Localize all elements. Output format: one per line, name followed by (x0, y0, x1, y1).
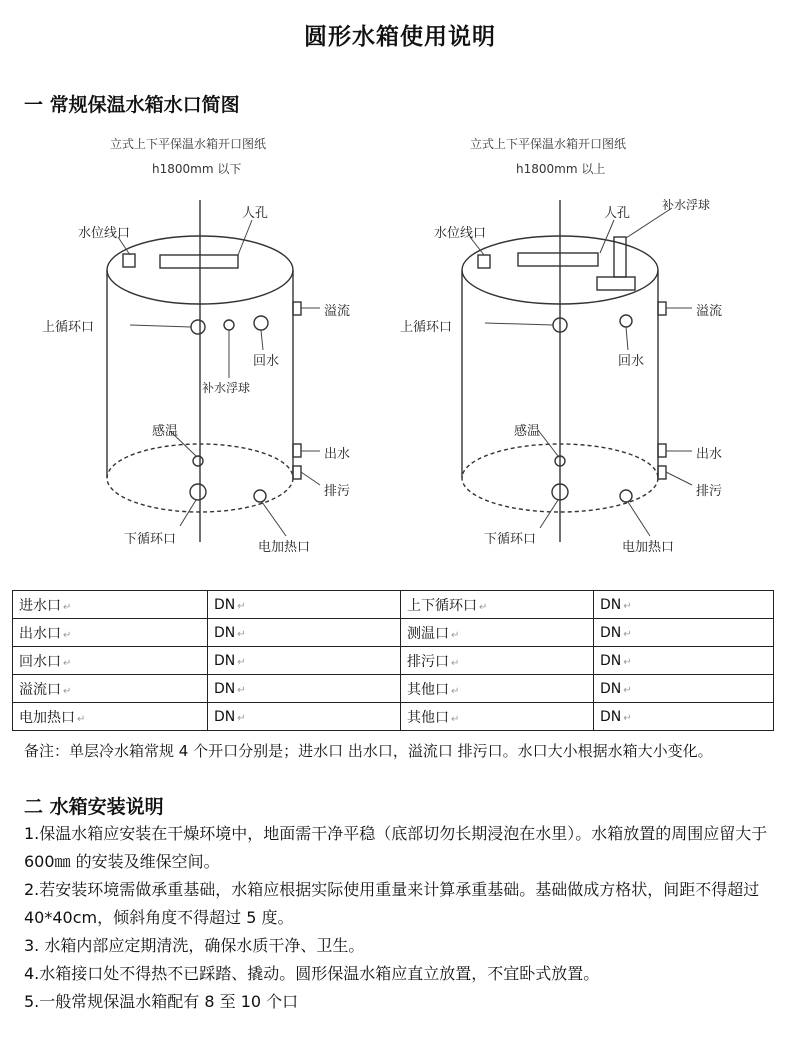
table-row (13, 647, 774, 675)
label-lower-circulation: 下循环口 (484, 532, 537, 547)
label-return: 回水 (253, 354, 280, 369)
page-title: 圆形水箱使用说明 (304, 24, 496, 50)
instruction-item: 5.一般常规保温水箱配有 8 至 10 个口 (24, 992, 299, 1011)
instruction-item: 4.水箱接口处不得热不已踩踏、撬动。圆形保温水箱应直立放置，不宜卧式放置。 (24, 964, 600, 983)
label-outlet: 出水 (696, 447, 723, 462)
port-name: 上下循环口 ↵ (401, 591, 594, 619)
tank-diagram-above-1800 (400, 130, 790, 570)
section-title-installation: 二 水箱安装说明 (24, 796, 164, 818)
port-name: 溢流口 ↵ (13, 675, 208, 703)
port-name: 电加热口 ↵ (13, 703, 208, 731)
label-upper-circulation: 上循环口 (42, 320, 95, 335)
port-size: DN ↵ (594, 703, 774, 731)
port-name: 出水口 ↵ (13, 619, 208, 647)
table-note: 备注：单层冷水箱常规 4 个开口分别是；进水口 出水口，溢流口 排污口。水口大小根据水箱大小变化。 (24, 742, 713, 760)
label-overflow: 溢流 (696, 304, 723, 319)
diagram-height-note: h1800mm 以下 (152, 162, 242, 176)
label-upper-circulation: 上循环口 (400, 320, 453, 335)
tank-diagram-below-1800 (10, 130, 400, 570)
tank-drawing-right (400, 130, 790, 570)
port-size: DN ↵ (208, 591, 401, 619)
diagram-height-note: h1800mm 以上 (516, 162, 606, 176)
port-size: DN ↵ (208, 675, 401, 703)
port-name: 其他口 ↵ (401, 675, 594, 703)
label-return: 回水 (618, 354, 645, 369)
instruction-item: 2.若安装环境需做承重基础，水箱应根据实际使用重量来计算承重基础。基础做成方格状，间距不得超过 40*40cm，倾斜角度不得超过 5 度。 (24, 880, 760, 927)
label-drain: 排污 (324, 484, 351, 499)
label-heater: 电加热口 (622, 540, 675, 555)
label-sensor: 感温 (514, 424, 541, 439)
diagram-caption: 立式上下平保温水箱开口图纸 (470, 137, 627, 151)
table-row (13, 703, 774, 731)
table-row (13, 591, 774, 619)
tank-drawing-left (10, 130, 400, 570)
label-manhole: 人孔 (242, 206, 269, 221)
port-size: DN ↵ (208, 703, 401, 731)
diagram-caption: 立式上下平保温水箱开口图纸 (110, 137, 267, 151)
port-size: DN ↵ (594, 647, 774, 675)
ports-table (12, 590, 774, 731)
instruction-item: 1.保温水箱应安装在干燥环境中，地面需干净平稳（底部切勿长期浸泡在水里）。水箱放置的周围应留大于 600㎜ 的安装及维保空间。 (24, 824, 768, 871)
label-makeup: 补水浮球 (202, 381, 251, 395)
label-manhole: 人孔 (604, 206, 631, 221)
label-makeup: 补水浮球 (662, 198, 711, 212)
label-outlet: 出水 (324, 447, 351, 462)
label-lower-circulation: 下循环口 (124, 532, 177, 547)
instruction-item: 3. 水箱内部应定期清洗，确保水质干净、卫生。 (24, 936, 365, 955)
label-drain: 排污 (696, 484, 723, 499)
label-heater: 电加热口 (258, 540, 311, 555)
table-row (13, 675, 774, 703)
section-title-diagrams: 一 常规保温水箱水口简图 (24, 94, 240, 116)
port-name: 测温口 ↵ (401, 619, 594, 647)
port-size: DN ↵ (594, 619, 774, 647)
port-name: 进水口 ↵ (13, 591, 208, 619)
label-water-level: 水位线口 (78, 226, 131, 241)
port-size: DN ↵ (208, 647, 401, 675)
port-name: 排污口 ↵ (401, 647, 594, 675)
label-sensor: 感温 (152, 424, 179, 439)
label-water-level: 水位线口 (434, 226, 487, 241)
port-size: DN ↵ (594, 675, 774, 703)
port-size: DN ↵ (208, 619, 401, 647)
table-row (13, 619, 774, 647)
port-size: DN ↵ (594, 591, 774, 619)
label-overflow: 溢流 (324, 304, 351, 319)
port-name: 回水口 ↵ (13, 647, 208, 675)
port-name: 其他口 ↵ (401, 703, 594, 731)
